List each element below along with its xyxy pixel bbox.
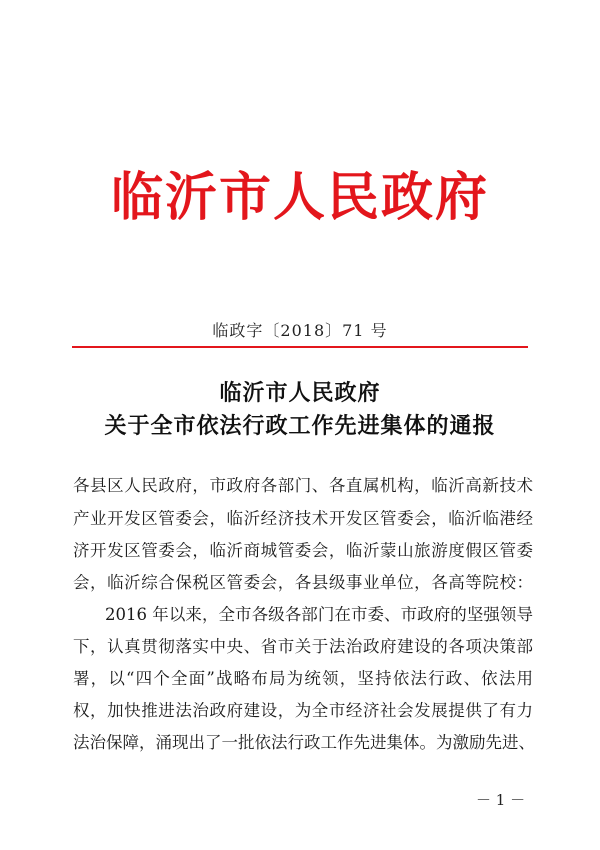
body-line: 2016 年以来，全市各级各部门在市委、市政府的坚强领导	[105, 605, 533, 624]
page-number: － 1 －	[476, 791, 526, 809]
body-line: 法治保障，涌现出了一批依法行政工作先进集体。为激励先进、	[73, 733, 535, 752]
body-line: 各县区人民政府，市政府各部门、各直属机构，临沂高新技术	[73, 476, 533, 495]
notice-title-subject: 关于全市依法行政工作先进集体的通报	[104, 413, 496, 439]
body-line: 下，认真贯彻落实中央、省市关于法治政府建设的各项决策部	[73, 637, 533, 656]
notice-title-issuer: 临沂市人民政府	[219, 380, 381, 406]
body-line: 济开发区管委会，临沂商城管委会，临沂蒙山旅游度假区管委	[73, 541, 533, 560]
body-line: 权，加快推进法治政府建设，为全市经济社会发展提供了有力	[73, 701, 533, 720]
body-line: 产业开发区管委会，临沂经济技术开发区管委会，临沂临港经	[73, 509, 533, 528]
document-number: 临政字〔2018〕71 号	[212, 321, 388, 340]
body-line: 会，临沂综合保税区管委会，各县级事业单位，各高等院校：	[73, 573, 533, 592]
masthead-title: 临沂市人民政府	[110, 167, 489, 228]
body-line: 署，以“四个全面”战略布局为统领，坚持依法行政、依法用	[73, 669, 533, 688]
red-divider-line	[72, 346, 528, 348]
